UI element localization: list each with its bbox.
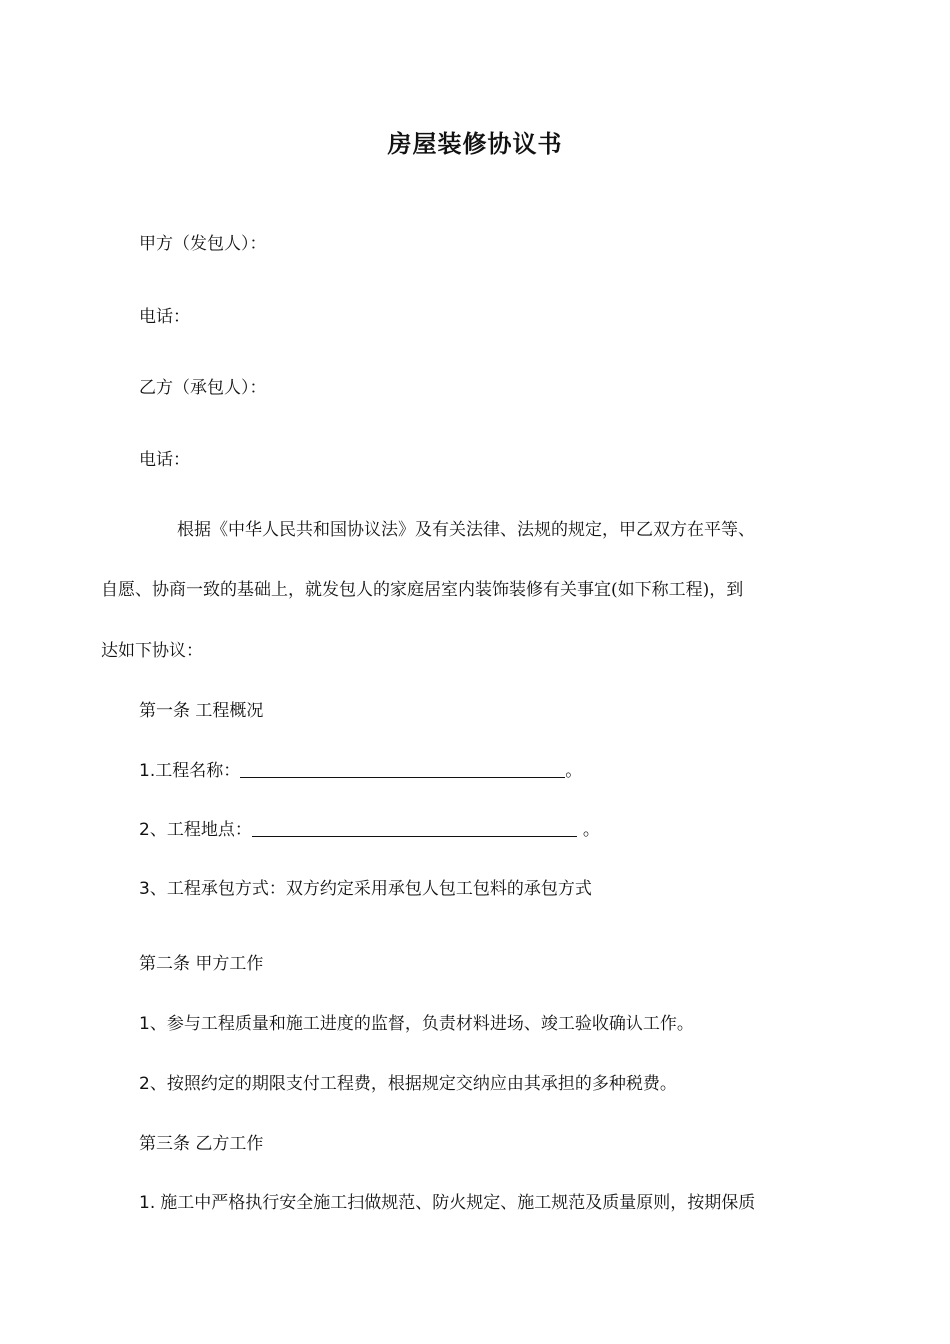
item-number: 1 bbox=[139, 1014, 150, 1034]
item-text: 、参与工程质量和施工进度的监督，负责材料进场、竣工验收确认工作。 bbox=[149, 1014, 694, 1034]
article-2-item-2 bbox=[139, 1069, 677, 1094]
contract-method-text: 、工程承包方式：双方约定采用承包人包工包料的承包方式 bbox=[149, 879, 592, 899]
item-number: 2 bbox=[139, 820, 150, 840]
project-location-blank bbox=[252, 818, 577, 837]
document-title: 房屋装修协议书 bbox=[387, 130, 563, 158]
item-number: 3 bbox=[139, 879, 150, 899]
item-number: 2 bbox=[139, 1074, 150, 1094]
party-a-phone-label: 电话： bbox=[139, 307, 190, 327]
party-b-phone-label: 电话： bbox=[139, 450, 190, 470]
item-end-mark: 。 bbox=[565, 761, 583, 781]
project-location-label: 、工程地点： bbox=[149, 820, 252, 840]
party-a-label: 甲方（发包人）： bbox=[139, 234, 267, 254]
article-3-heading: 第三条 乙方工作 bbox=[139, 1134, 264, 1154]
item-text: 施工中严格执行安全施工扫做规范、防火规定、施工规范及质量原则，按期保质 bbox=[160, 1193, 756, 1213]
project-name-label: 工程名称： bbox=[155, 761, 241, 781]
project-name-blank bbox=[240, 759, 565, 778]
article-1-item-1 bbox=[139, 756, 582, 781]
item-text: 、按照约定的期限支付工程费，根据规定交纳应由其承担的多种税费。 bbox=[149, 1074, 677, 1094]
intro-paragraph-line-1: 根据《中华人民共和国协议法》及有关法律、法规的规定，甲乙双方在平等、 bbox=[177, 520, 755, 540]
article-2-item-1 bbox=[139, 1009, 694, 1034]
article-3-item-1 bbox=[139, 1188, 755, 1213]
item-number: 1. bbox=[139, 761, 156, 781]
item-number: 1. bbox=[139, 1193, 156, 1213]
item-end-mark: 。 bbox=[582, 820, 600, 840]
article-1-item-3 bbox=[139, 874, 592, 899]
article-1-heading: 第一条 工程概况 bbox=[139, 701, 264, 721]
intro-paragraph-line-3: 达如下协议： bbox=[101, 641, 203, 661]
article-1-item-2 bbox=[139, 815, 600, 840]
article-2-heading: 第二条 甲方工作 bbox=[139, 954, 264, 974]
party-b-label: 乙方（承包人）： bbox=[139, 378, 267, 398]
intro-paragraph-line-2: 自愿、协商一致的基础上，就发包人的家庭居室内装饰装修有关事宜(如下称工程)，到 bbox=[101, 580, 744, 600]
